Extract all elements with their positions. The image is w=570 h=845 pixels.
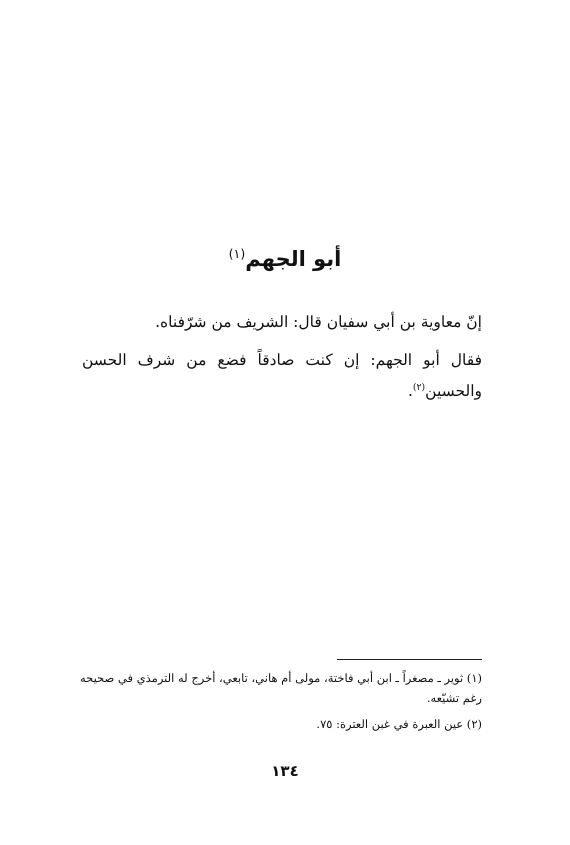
title-footnote-marker: (١) <box>228 246 246 262</box>
paragraph-2-text: فقال أبو الجهم: إن كنت صادقاً فضع من شرف الحسن والحسين <box>82 351 482 401</box>
paragraph-1-text: إنّ معاوية بن أبي سفيان قال: الشريف من شرّفناه. <box>155 313 482 331</box>
page-number: ١٣٤ <box>271 762 299 780</box>
footnote-2: (٢) عين العبرة في غبن العترة: ٧٥. <box>316 717 482 731</box>
footnote-separator <box>337 659 482 660</box>
footnotes <box>77 668 482 740</box>
footnote-1: (١) ثوير ـ مصغراً ـ ابن أبي فاختة، مولى أم هاني، تابعي، أخرج له الترمذي في صحيحه رغم تشيّعه. <box>79 671 482 705</box>
page-title <box>0 239 570 274</box>
paragraph-1 <box>82 308 482 336</box>
paragraph-2 <box>82 346 482 405</box>
title-text: أبو الجهم <box>245 247 342 272</box>
paragraph-2-footnote-marker: (٢) <box>412 382 426 393</box>
paragraph-2-trailing: . <box>407 382 413 401</box>
body-text <box>82 308 482 415</box>
